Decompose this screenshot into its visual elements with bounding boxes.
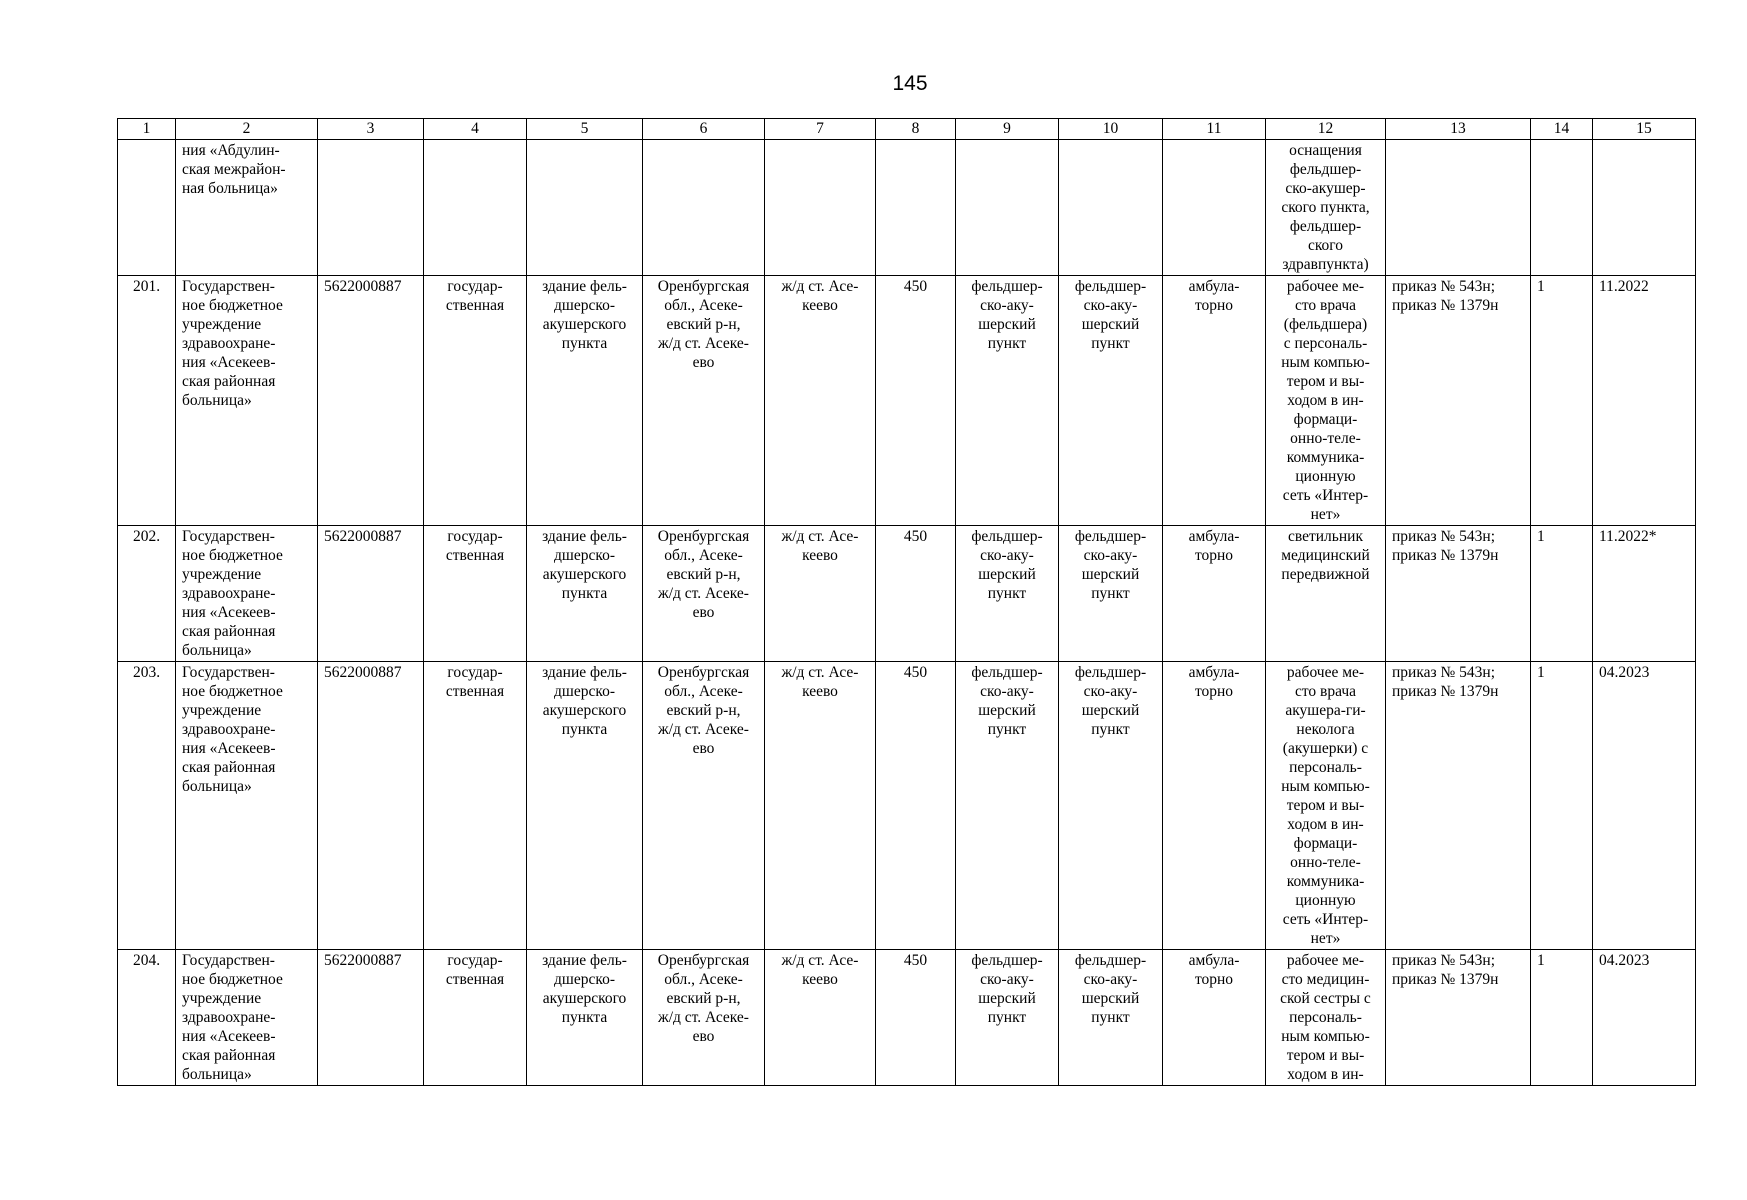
cell-care-conditions: амбула- торно xyxy=(1163,526,1266,662)
column-header: 15 xyxy=(1593,119,1696,140)
cell-inn xyxy=(318,140,424,276)
cell-population xyxy=(876,140,956,276)
cell-subunit-type: фельдшер- ско-аку- шерский пункт xyxy=(1059,950,1163,1086)
cell-number: 202. xyxy=(118,526,176,662)
column-header: 8 xyxy=(876,119,956,140)
cell-inn: 5622000887 xyxy=(318,950,424,1086)
cell-subunit-type xyxy=(1059,140,1163,276)
cell-building: здание фель- дшерско- акушерского пункта xyxy=(527,950,643,1086)
cell-care-conditions xyxy=(1163,140,1266,276)
cell-equipment: рабочее ме- сто медицин- ской сестры с персональ- ным компью- тером и вы- ходом в ин- xyxy=(1266,950,1386,1086)
cell-organization: Государствен- ное бюджетное учреждение здравоохране- ния «Асекеев- ская районная больница» xyxy=(176,950,318,1086)
cell-equipment: оснащения фельдшер- ско-акушер- ского пункта, фельдшер- ского здравпункта) xyxy=(1266,140,1386,276)
cell-locality: ж/д ст. Асе- кеево xyxy=(765,950,876,1086)
cell-subunit-type: фельдшер- ско-аку- шерский пункт xyxy=(1059,662,1163,950)
cell-care-conditions: амбула- торно xyxy=(1163,950,1266,1086)
cell-order: приказ № 543н; приказ № 1379н xyxy=(1386,662,1531,950)
cell-care-conditions: амбула- торно xyxy=(1163,662,1266,950)
cell-unit-type: фельдшер- ско-аку- шерский пункт xyxy=(956,276,1059,526)
header-row xyxy=(118,119,1696,140)
column-header: 9 xyxy=(956,119,1059,140)
cell-number xyxy=(118,140,176,276)
cell-unit-type: фельдшер- ско-аку- шерский пункт xyxy=(956,662,1059,950)
cell-ownership xyxy=(424,140,527,276)
column-header: 2 xyxy=(176,119,318,140)
cell-building xyxy=(527,140,643,276)
cell-building: здание фель- дшерско- акушерского пункта xyxy=(527,526,643,662)
cell-equipment: светильник медицинский передвижной xyxy=(1266,526,1386,662)
table-row xyxy=(118,950,1696,1086)
column-header: 12 xyxy=(1266,119,1386,140)
page-number: 145 xyxy=(892,72,928,95)
column-header: 13 xyxy=(1386,119,1531,140)
cell-date: 04.2023 xyxy=(1593,950,1696,1086)
cell-ownership: государ- ственная xyxy=(424,950,527,1086)
cell-population: 450 xyxy=(876,526,956,662)
cell-address: Оренбургская обл., Асеке- евский р-н, ж/д ст. Асеке- ево xyxy=(643,662,765,950)
cell-subunit-type: фельдшер- ско-аку- шерский пункт xyxy=(1059,276,1163,526)
cell-date: 04.2023 xyxy=(1593,662,1696,950)
cell-inn: 5622000887 xyxy=(318,276,424,526)
cell-subunit-type: фельдшер- ско-аку- шерский пункт xyxy=(1059,526,1163,662)
cell-address xyxy=(643,140,765,276)
cell-order xyxy=(1386,140,1531,276)
cell-ownership: государ- ственная xyxy=(424,662,527,950)
cell-building: здание фель- дшерско- акушерского пункта xyxy=(527,662,643,950)
cell-locality xyxy=(765,140,876,276)
cell-population: 450 xyxy=(876,662,956,950)
column-header: 10 xyxy=(1059,119,1163,140)
cell-address: Оренбургская обл., Асеке- евский р-н, ж/д ст. Асеке- ево xyxy=(643,526,765,662)
cell-order: приказ № 543н; приказ № 1379н xyxy=(1386,526,1531,662)
column-header: 1 xyxy=(118,119,176,140)
cell-equipment: рабочее ме- сто врача (фельдшера) с персональ- ным компью- тером и вы- ходом в ин- формаци- онно-теле- коммуника- ционную сеть «Интер- нет» xyxy=(1266,276,1386,526)
cell-population: 450 xyxy=(876,276,956,526)
cell-unit-type: фельдшер- ско-аку- шерский пункт xyxy=(956,950,1059,1086)
cell-ownership: государ- ственная xyxy=(424,276,527,526)
column-header: 5 xyxy=(527,119,643,140)
cell-building: здание фель- дшерско- акушерского пункта xyxy=(527,276,643,526)
cell-care-conditions: амбула- торно xyxy=(1163,276,1266,526)
cell-population: 450 xyxy=(876,950,956,1086)
cell-unit-type: фельдшер- ско-аку- шерский пункт xyxy=(956,526,1059,662)
equipment-table xyxy=(117,118,1696,1086)
cell-address: Оренбургская обл., Асеке- евский р-н, ж/д ст. Асеке- ево xyxy=(643,950,765,1086)
cell-quantity: 1 xyxy=(1531,526,1593,662)
cell-inn: 5622000887 xyxy=(318,526,424,662)
table-row xyxy=(118,140,1696,276)
column-header: 7 xyxy=(765,119,876,140)
column-header: 3 xyxy=(318,119,424,140)
cell-date xyxy=(1593,140,1696,276)
cell-order: приказ № 543н; приказ № 1379н xyxy=(1386,950,1531,1086)
cell-address: Оренбургская обл., Асеке- евский р-н, ж/д ст. Асеке- ево xyxy=(643,276,765,526)
cell-locality: ж/д ст. Асе- кеево xyxy=(765,276,876,526)
cell-quantity xyxy=(1531,140,1593,276)
cell-quantity: 1 xyxy=(1531,276,1593,526)
cell-locality: ж/д ст. Асе- кеево xyxy=(765,526,876,662)
cell-number: 201. xyxy=(118,276,176,526)
cell-date: 11.2022 xyxy=(1593,276,1696,526)
column-header: 11 xyxy=(1163,119,1266,140)
column-header: 4 xyxy=(424,119,527,140)
cell-organization: Государствен- ное бюджетное учреждение здравоохране- ния «Асекеев- ская районная больница» xyxy=(176,662,318,950)
table-row xyxy=(118,662,1696,950)
column-header: 14 xyxy=(1531,119,1593,140)
table-row xyxy=(118,526,1696,662)
table-row xyxy=(118,276,1696,526)
cell-order: приказ № 543н; приказ № 1379н xyxy=(1386,276,1531,526)
cell-organization: Государствен- ное бюджетное учреждение здравоохране- ния «Асекеев- ская районная больница» xyxy=(176,526,318,662)
cell-locality: ж/д ст. Асе- кеево xyxy=(765,662,876,950)
column-header: 6 xyxy=(643,119,765,140)
cell-number: 204. xyxy=(118,950,176,1086)
cell-number: 203. xyxy=(118,662,176,950)
cell-quantity: 1 xyxy=(1531,950,1593,1086)
cell-ownership: государ- ственная xyxy=(424,526,527,662)
cell-date: 11.2022* xyxy=(1593,526,1696,662)
cell-inn: 5622000887 xyxy=(318,662,424,950)
cell-equipment: рабочее ме- сто врача акушера-ги- неколога (акушерки) с персональ- ным компью- тером и вы- ходом в ин- формаци- онно-теле- коммуника- ционную сеть «Интер- нет» xyxy=(1266,662,1386,950)
cell-organization: ния «Абдулин- ская межрайон- ная больница» xyxy=(176,140,318,276)
cell-unit-type xyxy=(956,140,1059,276)
cell-quantity: 1 xyxy=(1531,662,1593,950)
cell-organization: Государствен- ное бюджетное учреждение здравоохране- ния «Асекеев- ская районная больница» xyxy=(176,276,318,526)
